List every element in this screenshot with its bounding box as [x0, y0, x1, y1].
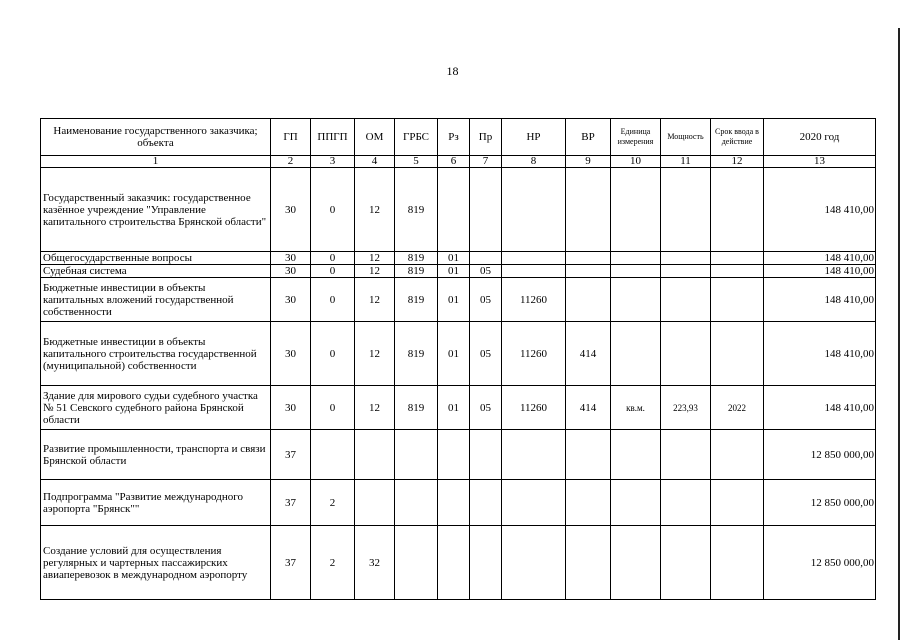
row-name: Подпрограмма "Развитие международного аэропорта "Брянск"" [41, 480, 271, 526]
nr-cell: 11260 [502, 322, 566, 386]
row-name: Государственный заказчик: государственное казённое учреждение "Управление капитального строительства Брянской области" [41, 168, 271, 252]
header-gp: ГП [271, 119, 311, 156]
year-2020-amount: 12 850 000,00 [764, 480, 876, 526]
power-cell [661, 265, 711, 278]
rz-cell: 01 [438, 322, 470, 386]
ppgp-cell: 0 [311, 265, 355, 278]
pr-cell: 05 [470, 278, 502, 322]
table-row [41, 278, 876, 322]
header-power: Мощность [661, 119, 711, 156]
grbs-cell: 819 [395, 278, 438, 322]
ppgp-cell [311, 430, 355, 480]
column-index: 13 [764, 156, 876, 168]
vr-cell: 414 [566, 322, 611, 386]
term-cell [711, 252, 764, 265]
grbs-cell: 819 [395, 386, 438, 430]
header-rz: Рз [438, 119, 470, 156]
column-index-row [41, 156, 876, 168]
term-cell [711, 322, 764, 386]
om-cell: 12 [355, 168, 395, 252]
gp-cell: 30 [271, 168, 311, 252]
vr-cell [566, 168, 611, 252]
row-name: Здание для мирового судьи судебного участка № 51 Севского судебного района Брянской области [41, 386, 271, 430]
ppgp-cell: 2 [311, 480, 355, 526]
table-row [41, 430, 876, 480]
vr-cell [566, 252, 611, 265]
rz-cell: 01 [438, 265, 470, 278]
gp-cell: 37 [271, 480, 311, 526]
page-edge-line [898, 28, 900, 640]
table-row [41, 168, 876, 252]
grbs-cell [395, 526, 438, 600]
om-cell [355, 430, 395, 480]
gp-cell: 30 [271, 252, 311, 265]
nr-cell [502, 252, 566, 265]
unit-cell [611, 430, 661, 480]
year-2020-amount: 148 410,00 [764, 386, 876, 430]
grbs-cell [395, 430, 438, 480]
nr-cell [502, 430, 566, 480]
om-cell: 12 [355, 252, 395, 265]
column-index: 10 [611, 156, 661, 168]
header-name: Наименование государственного заказчика; объекта [41, 119, 271, 156]
column-index: 2 [271, 156, 311, 168]
header-vr: ВР [566, 119, 611, 156]
rz-cell [438, 480, 470, 526]
year-2020-amount: 12 850 000,00 [764, 430, 876, 480]
gp-cell: 30 [271, 322, 311, 386]
om-cell [355, 480, 395, 526]
term-cell: 2022 [711, 386, 764, 430]
table-row [41, 480, 876, 526]
gp-cell: 37 [271, 526, 311, 600]
gp-cell: 37 [271, 430, 311, 480]
pr-cell [470, 526, 502, 600]
rz-cell: 01 [438, 386, 470, 430]
om-cell: 12 [355, 265, 395, 278]
column-index: 4 [355, 156, 395, 168]
pr-cell: 05 [470, 386, 502, 430]
header-om: ОМ [355, 119, 395, 156]
table-row [41, 265, 876, 278]
year-2020-amount: 148 410,00 [764, 168, 876, 252]
header-pr: Пр [470, 119, 502, 156]
power-cell [661, 322, 711, 386]
ppgp-cell: 0 [311, 168, 355, 252]
rz-cell [438, 430, 470, 480]
power-cell [661, 430, 711, 480]
vr-cell: 414 [566, 386, 611, 430]
ppgp-cell: 0 [311, 252, 355, 265]
table-row [41, 322, 876, 386]
power-cell: 223,93 [661, 386, 711, 430]
row-name: Бюджетные инвестиции в объекты капитального строительства государственной (муниципальной) собственности [41, 322, 271, 386]
row-name: Создание условий для осуществления регулярных и чартерных пассажирских авиаперевозок в международном аэропорту [41, 526, 271, 600]
column-index: 11 [661, 156, 711, 168]
pr-cell [470, 480, 502, 526]
pr-cell: 05 [470, 322, 502, 386]
om-cell: 12 [355, 322, 395, 386]
om-cell: 12 [355, 278, 395, 322]
nr-cell [502, 265, 566, 278]
ppgp-cell: 0 [311, 322, 355, 386]
unit-cell [611, 168, 661, 252]
pr-cell: 05 [470, 265, 502, 278]
nr-cell: 11260 [502, 278, 566, 322]
gp-cell: 30 [271, 386, 311, 430]
year-2020-amount: 148 410,00 [764, 252, 876, 265]
nr-cell: 11260 [502, 386, 566, 430]
table-row [41, 252, 876, 265]
term-cell [711, 278, 764, 322]
row-name: Развитие промышленности, транспорта и связи Брянской области [41, 430, 271, 480]
header-row [41, 119, 876, 156]
year-2020-amount: 12 850 000,00 [764, 526, 876, 600]
rz-cell: 01 [438, 252, 470, 265]
pr-cell [470, 252, 502, 265]
nr-cell [502, 168, 566, 252]
column-index: 6 [438, 156, 470, 168]
unit-cell [611, 252, 661, 265]
year-2020-amount: 148 410,00 [764, 278, 876, 322]
ppgp-cell: 0 [311, 278, 355, 322]
om-cell: 32 [355, 526, 395, 600]
grbs-cell: 819 [395, 322, 438, 386]
header-term: Срок ввода в действие [711, 119, 764, 156]
power-cell [661, 278, 711, 322]
term-cell [711, 168, 764, 252]
unit-cell [611, 480, 661, 526]
gp-cell: 30 [271, 278, 311, 322]
om-cell: 12 [355, 386, 395, 430]
term-cell [711, 526, 764, 600]
vr-cell [566, 265, 611, 278]
table-row [41, 526, 876, 600]
column-index: 1 [41, 156, 271, 168]
grbs-cell: 819 [395, 252, 438, 265]
column-index: 9 [566, 156, 611, 168]
power-cell [661, 168, 711, 252]
row-name: Судебная система [41, 265, 271, 278]
pr-cell [470, 430, 502, 480]
unit-cell [611, 322, 661, 386]
column-index: 7 [470, 156, 502, 168]
row-name: Общегосударственные вопросы [41, 252, 271, 265]
page-number: 18 [446, 64, 459, 78]
power-cell [661, 252, 711, 265]
pr-cell [470, 168, 502, 252]
vr-cell [566, 480, 611, 526]
table-body [41, 168, 876, 600]
column-index: 8 [502, 156, 566, 168]
grbs-cell [395, 480, 438, 526]
unit-cell: кв.м. [611, 386, 661, 430]
power-cell [661, 480, 711, 526]
rz-cell: 01 [438, 278, 470, 322]
unit-cell [611, 265, 661, 278]
gp-cell: 30 [271, 265, 311, 278]
power-cell [661, 526, 711, 600]
rz-cell [438, 526, 470, 600]
ppgp-cell: 2 [311, 526, 355, 600]
budget-table [40, 118, 876, 600]
year-2020-amount: 148 410,00 [764, 265, 876, 278]
column-index: 5 [395, 156, 438, 168]
rz-cell [438, 168, 470, 252]
vr-cell [566, 526, 611, 600]
term-cell [711, 430, 764, 480]
unit-cell [611, 278, 661, 322]
header-unit: Единица измерения [611, 119, 661, 156]
header-year-2020: 2020 год [764, 119, 876, 156]
nr-cell [502, 480, 566, 526]
year-2020-amount: 148 410,00 [764, 322, 876, 386]
grbs-cell: 819 [395, 168, 438, 252]
ppgp-cell: 0 [311, 386, 355, 430]
column-index: 12 [711, 156, 764, 168]
term-cell [711, 265, 764, 278]
grbs-cell: 819 [395, 265, 438, 278]
term-cell [711, 480, 764, 526]
unit-cell [611, 526, 661, 600]
nr-cell [502, 526, 566, 600]
header-ppgp: ППГП [311, 119, 355, 156]
table-row [41, 386, 876, 430]
vr-cell [566, 278, 611, 322]
vr-cell [566, 430, 611, 480]
column-index: 3 [311, 156, 355, 168]
row-name: Бюджетные инвестиции в объекты капитальных вложений государственной собственности [41, 278, 271, 322]
header-nr: НР [502, 119, 566, 156]
header-grbs: ГРБС [395, 119, 438, 156]
